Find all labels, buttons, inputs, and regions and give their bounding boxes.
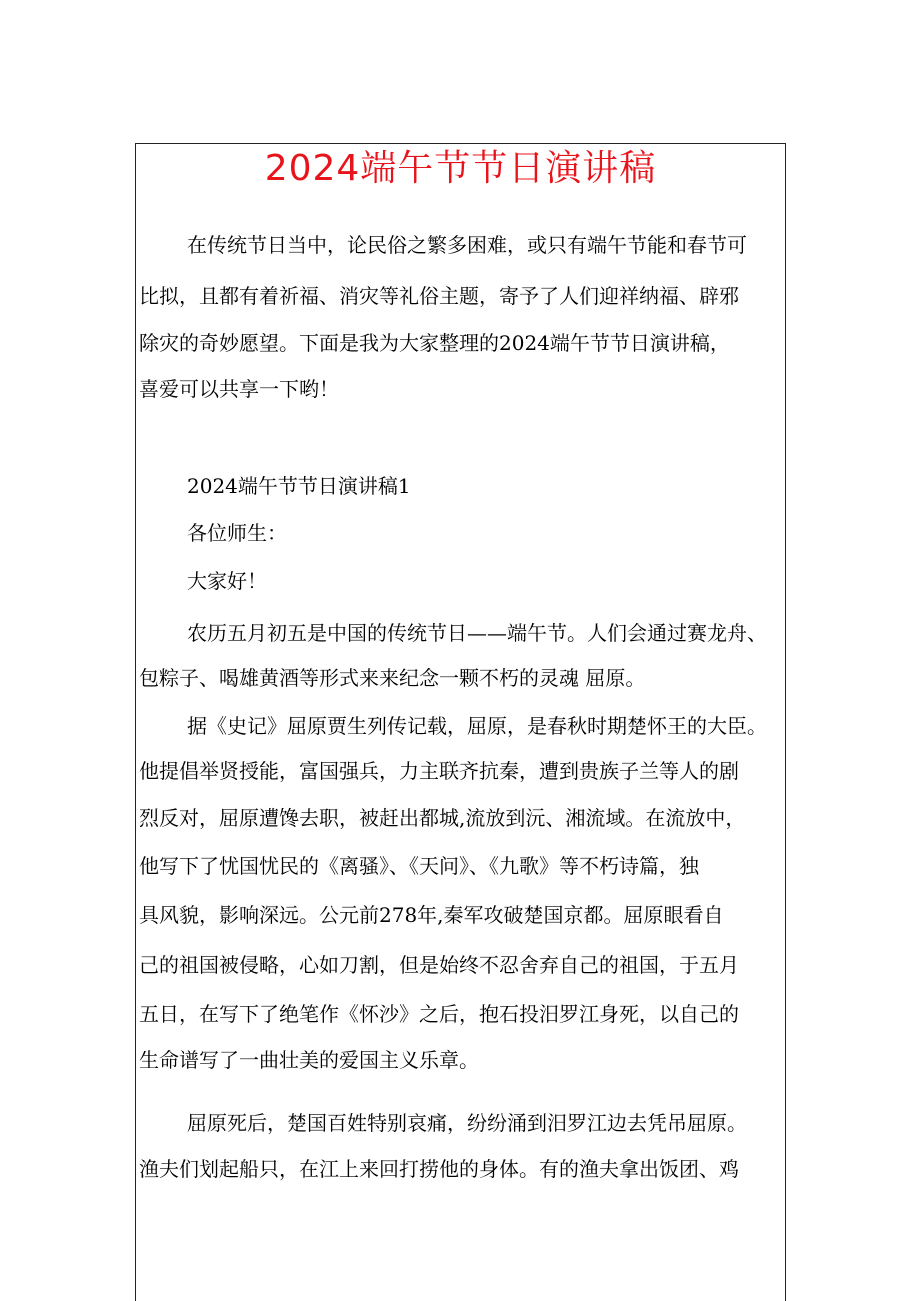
paragraph-line: 农历五月初五是中国的传统节日——端午节。人们会通过赛龙舟、 xyxy=(187,621,767,645)
paragraph-line: 己的祖国被侵略，心如刀割，但是始终不忍舍弃自己的祖国，于五月 xyxy=(139,953,739,977)
intro-line: 喜爱可以共享一下哟！ xyxy=(139,377,339,401)
greeting: 大家好！ xyxy=(187,569,267,593)
salutation: 各位师生： xyxy=(187,521,287,545)
paragraph-line: 屈原死后，楚国百姓特别哀痛，纷纷涌到汨罗江边去凭吊屈原。 xyxy=(187,1111,747,1135)
paragraph-line: 具风貌，影响深远。公元前278年,秦军攻破楚国京都。屈原眼看自 xyxy=(139,903,724,927)
intro-line: 比拟，且都有着祈福、消灾等礼俗主题，寄予了人们迎祥纳福、辟邪 xyxy=(139,284,739,308)
paragraph-line: 烈反对，屈原遭馋去职，被赶出都城,流放到沅、湘流域。在流放中， xyxy=(139,806,746,830)
document-title: 2024端午节节日演讲稿 xyxy=(264,148,657,189)
intro-line: 在传统节日当中，论民俗之繁多困难，或只有端午节能和春节可 xyxy=(187,233,747,257)
paragraph-line: 五日，在写下了绝笔作《怀沙》之后，抱石投汨罗江身死，以自己的 xyxy=(139,1002,739,1026)
intro-line: 除灾的奇妙愿望。下面是我为大家整理的2024端午节节日演讲稿， xyxy=(139,331,730,355)
speech-heading: 2024端午节节日演讲稿1 xyxy=(187,474,411,498)
paragraph-line: 生命谱写了一曲壮美的爱国主义乐章。 xyxy=(139,1048,479,1072)
paragraph-line: 据《史记》屈原贾生列传记载，屈原，是春秋时期楚怀王的大臣。 xyxy=(187,714,767,738)
paragraph-line: 渔夫们划起船只，在江上来回打捞他的身体。有的渔夫拿出饭团、鸡 xyxy=(139,1157,739,1181)
paragraph-line: 他写下了忧国忧民的《离骚》、《天问》、《九歌》等不朽诗篇，独 xyxy=(139,854,699,878)
paragraph-line: 包粽子、喝雄黄酒等形式来来纪念一颗不朽的灵魂 屈原。 xyxy=(139,666,646,690)
paragraph-line: 他提倡举贤授能，富国强兵，力主联齐抗秦，遭到贵族子兰等人的剧 xyxy=(139,759,739,783)
